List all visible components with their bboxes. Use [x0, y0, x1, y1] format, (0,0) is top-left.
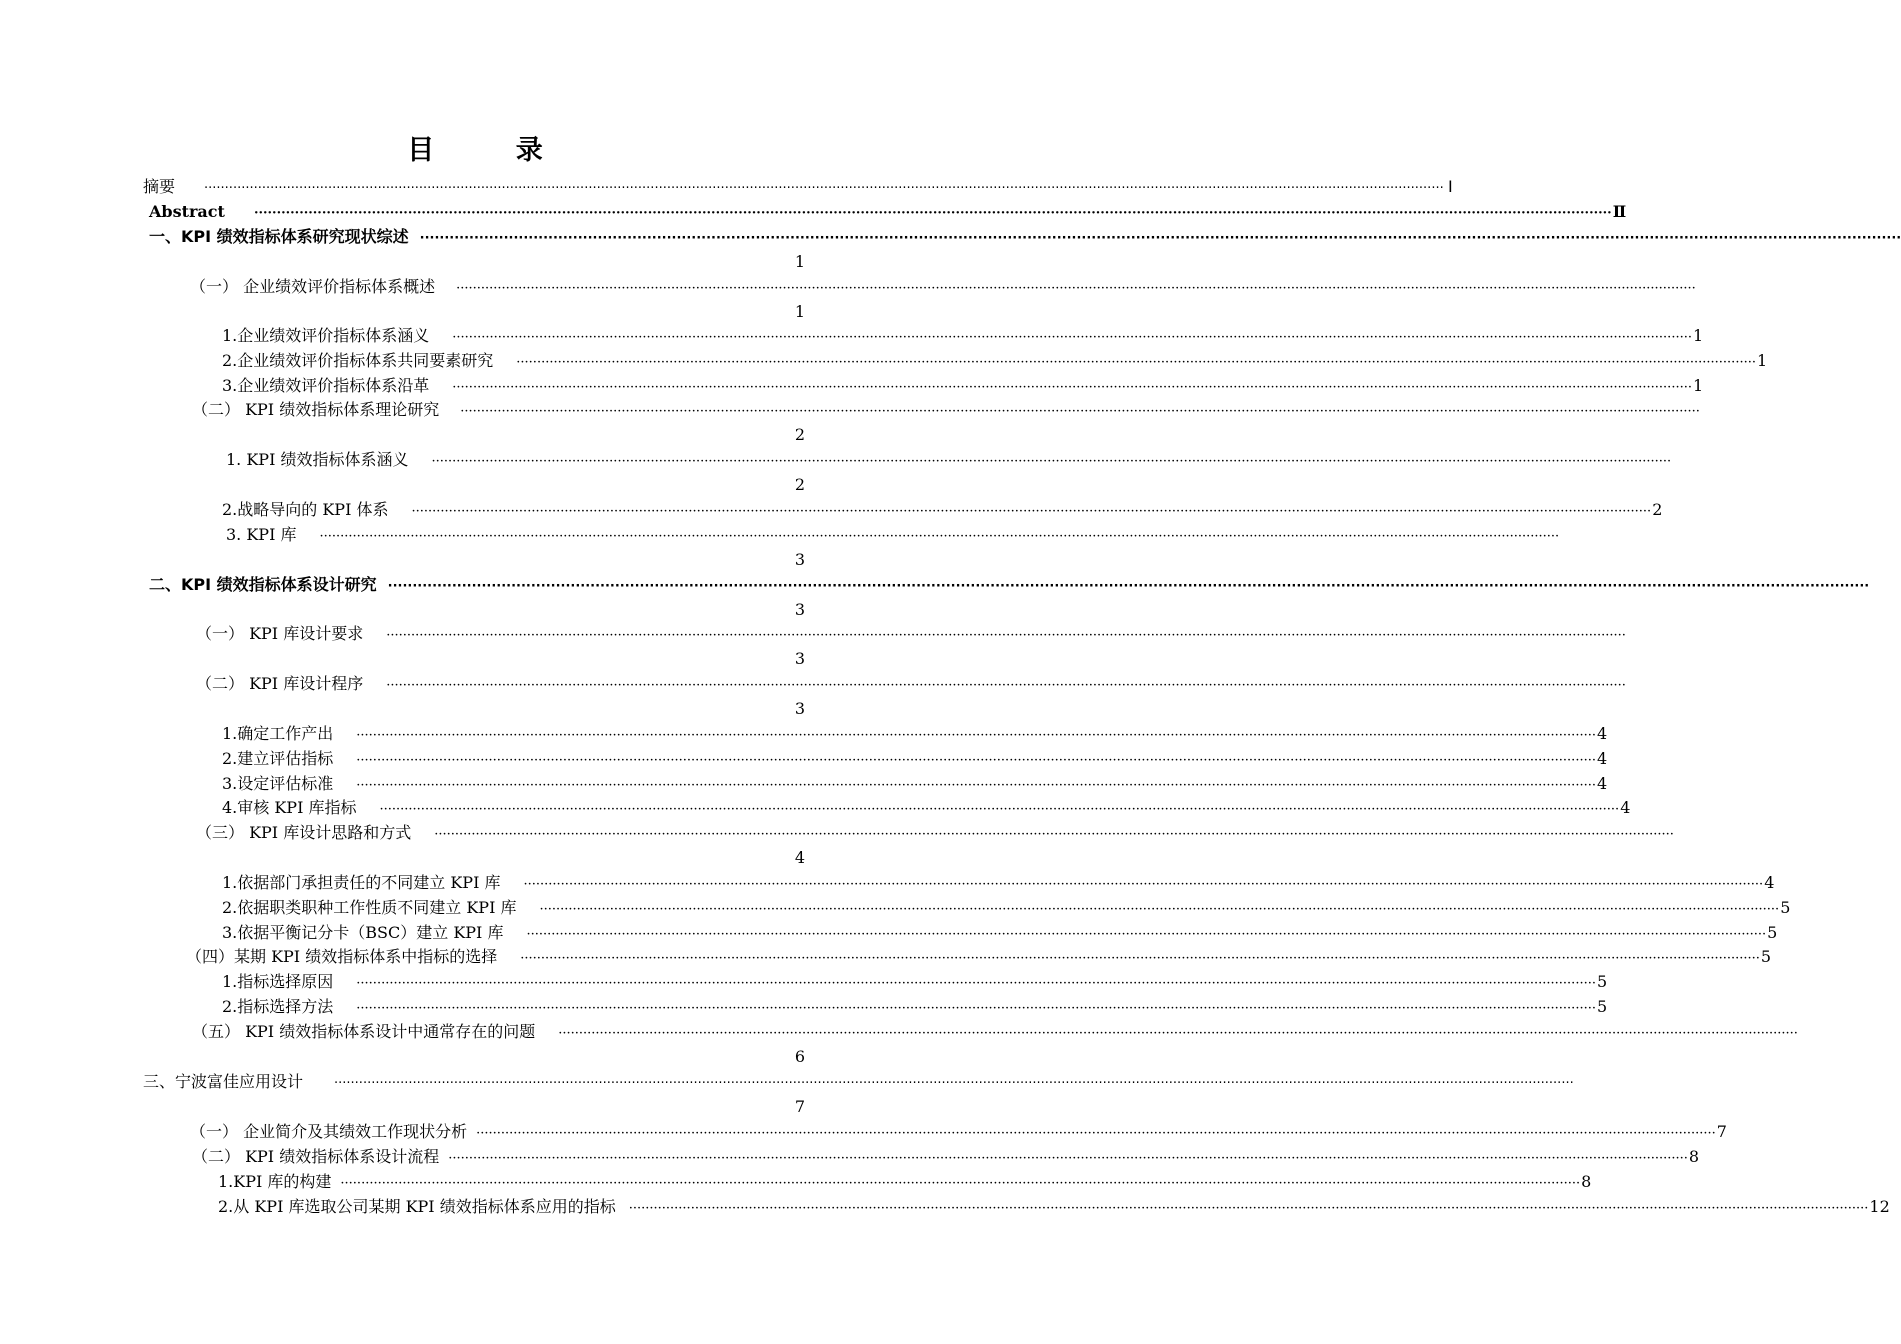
dot-leader: ············································································································································································································································································································ — [411, 504, 1652, 519]
toc-entry-page: 3 — [794, 699, 805, 718]
toc-entry[interactable] — [196, 673, 1626, 695]
dot-leader: ············································································································································································································································································································ — [387, 579, 1870, 594]
toc-entry-page: 4 — [1596, 749, 1608, 768]
toc-entry[interactable] — [222, 723, 1608, 745]
toc-entry-page: 4 — [1620, 798, 1631, 817]
toc-entry-page: 2 — [794, 425, 805, 444]
toc-title: 目 录 — [407, 135, 579, 166]
toc-entry[interactable] — [222, 897, 1791, 919]
toc-entry-label: 1.确定工作产出 — [222, 724, 334, 743]
toc-entry-label: 2.从 KPI 库选取公司某期 KPI 绩效指标体系应用的指标 — [218, 1197, 616, 1216]
toc-entry-page: 8 — [1688, 1147, 1700, 1166]
dot-leader: ············································································································································································································································································································ — [386, 678, 1626, 693]
toc-entry-label: 3.企业绩效评价指标体系沿革 — [222, 376, 430, 395]
dot-leader: ············································································································································································································································································································ — [379, 802, 1620, 817]
dot-leader: ············································································································································································································································································································ — [526, 927, 1767, 942]
toc-entry-label: 三、宁波富佳应用设计 — [143, 1072, 304, 1091]
toc-entry-label: 1.企业绩效评价指标体系涵义 — [222, 326, 430, 345]
dot-leader: ············································································································································································································································································································ — [476, 1126, 1716, 1141]
toc-entry-label: （五） KPI 绩效指标体系设计中通常存在的问题 — [192, 1022, 536, 1041]
toc-entry[interactable] — [222, 922, 1778, 944]
toc-entry-label: （二） KPI 库设计程序 — [196, 674, 364, 693]
toc-entry[interactable] — [149, 201, 1627, 223]
dot-leader: ············································································································································································································································································································ — [253, 206, 1612, 221]
toc-entry[interactable] — [222, 375, 1704, 397]
toc-entry-label: （四）某期 KPI 绩效指标体系中指标的选择 — [186, 947, 498, 966]
toc-entry[interactable] — [192, 1146, 1700, 1168]
toc-entry[interactable] — [196, 623, 1626, 645]
toc-entry-page: 2 — [1652, 500, 1663, 519]
dot-leader: ············································································································································································································································································································ — [456, 281, 1696, 296]
toc-entry-label: （一） 企业绩效评价指标体系概述 — [190, 277, 436, 296]
toc-entry[interactable] — [222, 797, 1631, 819]
toc-entry-page: 4 — [794, 848, 805, 867]
toc-entry[interactable] — [222, 971, 1608, 993]
dot-leader: ············································································································································································································································································································ — [356, 778, 1596, 793]
toc-entry-page: 4 — [1764, 873, 1775, 892]
dot-leader: ············································································································································································································································································································ — [340, 1176, 1581, 1191]
toc-entry[interactable] — [222, 996, 1608, 1018]
dot-leader: ············································································································································································································································································································ — [386, 628, 1626, 643]
toc-entry-label: 2.指标选择方法 — [222, 997, 334, 1016]
toc-entry-label: 1. KPI 绩效指标体系涵义 — [226, 450, 409, 469]
toc-entry[interactable] — [190, 1121, 1727, 1143]
dot-leader: ············································································································································································································································································································ — [356, 728, 1596, 743]
dot-leader: ············································································································································································································································································································ — [539, 902, 1780, 917]
toc-entry-label: 1.KPI 库的构建 — [218, 1172, 332, 1191]
toc-entry-page: 5 — [1780, 898, 1791, 917]
toc-entry[interactable] — [149, 226, 1901, 248]
toc-entry-page: 5 — [1596, 972, 1608, 991]
toc-entry-page: 1 — [794, 302, 805, 321]
toc-entry-page: Ⅰ — [1448, 177, 1453, 196]
toc-entry-label: 1.依据部门承担责任的不同建立 KPI 库 — [222, 873, 501, 892]
toc-entry[interactable] — [143, 176, 1453, 198]
toc-entry[interactable] — [222, 773, 1608, 795]
toc-entry-label: （三） KPI 库设计思路和方式 — [196, 823, 412, 842]
dot-leader: ············································································································································································································································································································ — [419, 231, 1901, 246]
dot-leader: ············································································································································································································································································································ — [448, 1151, 1688, 1166]
toc-entry[interactable] — [196, 822, 1674, 844]
toc-entry-page: 3 — [794, 550, 805, 569]
toc-entry-page: 7 — [794, 1097, 805, 1116]
toc-entry[interactable] — [222, 872, 1775, 894]
toc-entry-page: 6 — [794, 1047, 805, 1066]
toc-entry[interactable] — [218, 1196, 1890, 1218]
dot-leader: ············································································································································································································································································································ — [520, 951, 1760, 966]
toc-entry-label: 4.审核 KPI 库指标 — [222, 798, 357, 817]
toc-entry-page: 3 — [794, 649, 805, 668]
toc-entry-page: 2 — [794, 475, 805, 494]
toc-entry-label: （一） 企业简介及其绩效工作现状分析 — [190, 1122, 468, 1141]
toc-entry[interactable] — [218, 1171, 1592, 1193]
toc-entry-label: 二、KPI 绩效指标体系设计研究 — [149, 575, 377, 594]
toc-entry-page: 1 — [794, 252, 805, 271]
toc-entry-label: 2.企业绩效评价指标体系共同要素研究 — [222, 351, 494, 370]
toc-entry-page: 7 — [1716, 1122, 1727, 1141]
toc-entry[interactable] — [222, 499, 1663, 521]
toc-entry-page: 5 — [1760, 947, 1772, 966]
dot-leader: ············································································································································································································································································································ — [452, 330, 1692, 345]
toc-entry-label: 2.建立评估指标 — [222, 749, 334, 768]
toc-entry-label: 一、KPI 绩效指标体系研究现状综述 — [149, 227, 409, 246]
toc-entry-label: （一） KPI 库设计要求 — [196, 624, 364, 643]
toc-entry[interactable] — [222, 748, 1608, 770]
toc-entry[interactable] — [192, 1021, 1798, 1043]
toc-entry-label: 2.依据职类职种工作性质不同建立 KPI 库 — [222, 898, 517, 917]
toc-entry[interactable] — [226, 449, 1672, 471]
toc-entry[interactable] — [222, 350, 1768, 372]
toc-entry-page: 3 — [794, 600, 805, 619]
toc-entry-label: （二） KPI 绩效指标体系设计流程 — [192, 1147, 440, 1166]
toc-entry-label: 2.战略导向的 KPI 体系 — [222, 500, 389, 519]
toc-entry-page: Ⅱ — [1612, 202, 1627, 221]
toc-entry-label: 3. KPI 库 — [226, 525, 297, 544]
toc-entry[interactable] — [143, 1071, 1574, 1093]
dot-leader: ············································································································································································································································································································ — [434, 827, 1674, 842]
toc-entry[interactable] — [192, 399, 1700, 421]
dot-leader: ············································································································································································································································································································ — [356, 753, 1596, 768]
toc-entry[interactable] — [149, 574, 1870, 596]
toc-entry[interactable] — [186, 946, 1772, 968]
toc-entry[interactable] — [190, 276, 1696, 298]
dot-leader: ············································································································································································································································································································ — [319, 529, 1560, 544]
toc-entry-page: 1 — [1692, 326, 1704, 345]
toc-entry-label: 1.指标选择原因 — [222, 972, 334, 991]
toc-entry-page: 8 — [1581, 1172, 1592, 1191]
dot-leader: ············································································································································································································································································································ — [356, 1001, 1596, 1016]
toc-entry-label: Abstract — [149, 202, 225, 221]
dot-leader: ············································································································································································································································································································ — [334, 1076, 1574, 1091]
toc-entry-page: 1 — [1756, 351, 1768, 370]
toc-entry[interactable] — [222, 325, 1704, 347]
toc-entry-page: 5 — [1767, 923, 1778, 942]
toc-entry-page: 1 — [1692, 376, 1704, 395]
toc-entry-page: 5 — [1596, 997, 1608, 1016]
toc-entry-label: （二） KPI 绩效指标体系理论研究 — [192, 400, 440, 419]
dot-leader: ············································································································································································································································································································ — [460, 404, 1700, 419]
toc-entry-page: 12 — [1869, 1197, 1890, 1216]
toc-entry-label: 3.依据平衡记分卡（BSC）建立 KPI 库 — [222, 923, 504, 942]
toc-entry-page: 4 — [1596, 774, 1608, 793]
toc-entry-label: 摘要 — [143, 177, 176, 196]
dot-leader: ············································································································································································································································································································ — [452, 380, 1692, 395]
dot-leader: ············································································································································································································································································································ — [558, 1026, 1798, 1041]
dot-leader: ············································································································································································································································································································ — [356, 976, 1596, 991]
dot-leader: ············································································································································································································································································································ — [516, 355, 1756, 370]
dot-leader: ············································································································································································································································································································ — [204, 181, 1444, 196]
dot-leader: ············································································································································································································································································································ — [628, 1201, 1869, 1216]
toc-entry-label: 3.设定评估标准 — [222, 774, 334, 793]
dot-leader: ············································································································································································································································································································ — [523, 877, 1764, 892]
toc-entry-page: 4 — [1596, 724, 1608, 743]
dot-leader: ············································································································································································································································································································ — [431, 454, 1672, 469]
toc-entry[interactable] — [226, 524, 1560, 546]
